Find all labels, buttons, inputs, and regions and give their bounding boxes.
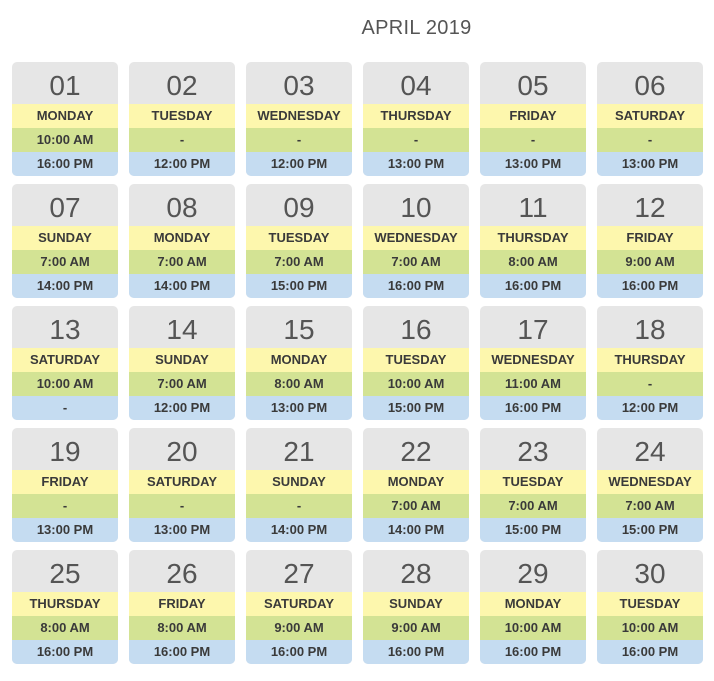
end-time: 12:00 PM bbox=[246, 152, 352, 176]
end-time: 12:00 PM bbox=[129, 152, 235, 176]
start-time: 9:00 AM bbox=[597, 250, 703, 274]
day-number: 30 bbox=[634, 558, 666, 589]
start-time: 10:00 AM bbox=[363, 372, 469, 396]
day-card bbox=[480, 550, 586, 664]
start-time: 7:00 AM bbox=[129, 372, 235, 396]
day-number: 18 bbox=[634, 314, 666, 345]
weekday-label: SATURDAY bbox=[597, 104, 703, 128]
start-time: 7:00 AM bbox=[363, 250, 469, 274]
day-number: 12 bbox=[634, 192, 666, 223]
end-time: 14:00 PM bbox=[363, 518, 469, 542]
start-time: 7:00 AM bbox=[129, 250, 235, 274]
weekday-label: TUESDAY bbox=[480, 470, 586, 494]
weekday-label: THURSDAY bbox=[12, 592, 118, 616]
start-time: - bbox=[597, 128, 703, 152]
start-time: 8:00 AM bbox=[129, 616, 235, 640]
end-time: 14:00 PM bbox=[246, 518, 352, 542]
day-card bbox=[246, 306, 352, 420]
start-time: 8:00 AM bbox=[12, 616, 118, 640]
day-number: 03 bbox=[283, 70, 315, 101]
weekday-label: THURSDAY bbox=[480, 226, 586, 250]
start-time: 10:00 AM bbox=[480, 616, 586, 640]
day-card bbox=[480, 428, 586, 542]
start-time: 7:00 AM bbox=[480, 494, 586, 518]
day-card bbox=[12, 550, 118, 664]
weekday-label: TUESDAY bbox=[363, 348, 469, 372]
end-time: 12:00 PM bbox=[597, 396, 703, 420]
weekday-label: WEDNESDAY bbox=[363, 226, 469, 250]
end-time: 13:00 PM bbox=[597, 152, 703, 176]
end-time: 16:00 PM bbox=[597, 274, 703, 298]
weekday-label: SATURDAY bbox=[129, 470, 235, 494]
day-number: 19 bbox=[49, 436, 81, 467]
day-number: 05 bbox=[517, 70, 549, 101]
end-time: 13:00 PM bbox=[480, 152, 586, 176]
weekday-label: MONDAY bbox=[480, 592, 586, 616]
day-number: 29 bbox=[517, 558, 549, 589]
weekday-label: FRIDAY bbox=[129, 592, 235, 616]
day-card bbox=[246, 62, 352, 176]
start-time: - bbox=[246, 128, 352, 152]
day-number: 13 bbox=[49, 314, 81, 345]
day-card bbox=[363, 428, 469, 542]
end-time: 16:00 PM bbox=[246, 640, 352, 664]
weekday-label: SUNDAY bbox=[363, 592, 469, 616]
day-number: 02 bbox=[166, 70, 198, 101]
weekday-label: FRIDAY bbox=[12, 470, 118, 494]
day-number: 22 bbox=[400, 436, 432, 467]
day-number: 04 bbox=[400, 70, 432, 101]
day-number: 10 bbox=[400, 192, 432, 223]
day-number: 24 bbox=[634, 436, 666, 467]
day-card bbox=[129, 184, 235, 298]
start-time: 8:00 AM bbox=[480, 250, 586, 274]
day-card bbox=[597, 428, 703, 542]
weekday-label: FRIDAY bbox=[597, 226, 703, 250]
start-time: 7:00 AM bbox=[597, 494, 703, 518]
day-card bbox=[12, 428, 118, 542]
day-card bbox=[480, 184, 586, 298]
weekday-label: TUESDAY bbox=[246, 226, 352, 250]
weekday-label: SUNDAY bbox=[129, 348, 235, 372]
day-card bbox=[480, 306, 586, 420]
weekday-label: MONDAY bbox=[363, 470, 469, 494]
end-time: 15:00 PM bbox=[480, 518, 586, 542]
weekday-label: TUESDAY bbox=[597, 592, 703, 616]
day-card bbox=[597, 306, 703, 420]
end-time: 16:00 PM bbox=[480, 274, 586, 298]
end-time: 14:00 PM bbox=[12, 274, 118, 298]
start-time: 9:00 AM bbox=[246, 616, 352, 640]
end-time: 15:00 PM bbox=[363, 396, 469, 420]
calendar-title: APRIL 2019 bbox=[361, 17, 472, 39]
start-time: 10:00 AM bbox=[12, 128, 118, 152]
end-time: - bbox=[12, 396, 118, 420]
weekday-label: WEDNESDAY bbox=[246, 104, 352, 128]
end-time: 13:00 PM bbox=[129, 518, 235, 542]
end-time: 15:00 PM bbox=[597, 518, 703, 542]
end-time: 13:00 PM bbox=[246, 396, 352, 420]
day-card bbox=[363, 62, 469, 176]
day-card bbox=[129, 62, 235, 176]
day-number: 06 bbox=[634, 70, 666, 101]
start-time: 11:00 AM bbox=[480, 372, 586, 396]
day-number: 26 bbox=[166, 558, 198, 589]
end-time: 16:00 PM bbox=[480, 396, 586, 420]
start-time: 8:00 AM bbox=[246, 372, 352, 396]
day-number: 08 bbox=[166, 192, 198, 223]
day-number: 28 bbox=[400, 558, 432, 589]
end-time: 12:00 PM bbox=[129, 396, 235, 420]
weekday-label: SUNDAY bbox=[246, 470, 352, 494]
weekday-label: SATURDAY bbox=[246, 592, 352, 616]
day-card bbox=[246, 184, 352, 298]
weekday-label: THURSDAY bbox=[597, 348, 703, 372]
end-time: 13:00 PM bbox=[363, 152, 469, 176]
day-number: 27 bbox=[283, 558, 315, 589]
day-card bbox=[129, 306, 235, 420]
day-number: 21 bbox=[283, 436, 315, 467]
day-card bbox=[129, 550, 235, 664]
day-number: 17 bbox=[517, 314, 549, 345]
day-card bbox=[12, 62, 118, 176]
start-time: - bbox=[597, 372, 703, 396]
weekday-label: WEDNESDAY bbox=[480, 348, 586, 372]
end-time: 14:00 PM bbox=[129, 274, 235, 298]
start-time: 7:00 AM bbox=[246, 250, 352, 274]
weekday-label: SUNDAY bbox=[12, 226, 118, 250]
day-card bbox=[597, 184, 703, 298]
weekday-label: WEDNESDAY bbox=[597, 470, 703, 494]
end-time: 13:00 PM bbox=[12, 518, 118, 542]
end-time: 16:00 PM bbox=[480, 640, 586, 664]
day-number: 16 bbox=[400, 314, 432, 345]
day-number: 11 bbox=[518, 192, 548, 223]
end-time: 16:00 PM bbox=[363, 274, 469, 298]
day-card bbox=[597, 550, 703, 664]
day-card bbox=[597, 62, 703, 176]
start-time: - bbox=[246, 494, 352, 518]
end-time: 16:00 PM bbox=[129, 640, 235, 664]
start-time: 10:00 AM bbox=[12, 372, 118, 396]
weekday-label: THURSDAY bbox=[363, 104, 469, 128]
day-number: 14 bbox=[166, 314, 198, 345]
day-number: 07 bbox=[49, 192, 81, 223]
day-number: 09 bbox=[283, 192, 315, 223]
day-number: 20 bbox=[166, 436, 198, 467]
calendar-grid bbox=[12, 62, 703, 664]
day-number: 01 bbox=[49, 70, 81, 101]
end-time: 16:00 PM bbox=[12, 152, 118, 176]
day-card bbox=[363, 306, 469, 420]
day-card bbox=[246, 428, 352, 542]
weekday-label: MONDAY bbox=[12, 104, 118, 128]
day-number: 15 bbox=[283, 314, 315, 345]
day-card bbox=[12, 306, 118, 420]
end-time: 15:00 PM bbox=[246, 274, 352, 298]
start-time: 7:00 AM bbox=[12, 250, 118, 274]
start-time: - bbox=[129, 128, 235, 152]
end-time: 16:00 PM bbox=[363, 640, 469, 664]
start-time: - bbox=[480, 128, 586, 152]
day-card bbox=[363, 184, 469, 298]
start-time: 7:00 AM bbox=[363, 494, 469, 518]
day-card bbox=[480, 62, 586, 176]
start-time: - bbox=[363, 128, 469, 152]
weekday-label: MONDAY bbox=[129, 226, 235, 250]
start-time: 10:00 AM bbox=[597, 616, 703, 640]
day-card bbox=[12, 184, 118, 298]
day-card bbox=[246, 550, 352, 664]
weekday-label: MONDAY bbox=[246, 348, 352, 372]
end-time: 16:00 PM bbox=[12, 640, 118, 664]
start-time: - bbox=[12, 494, 118, 518]
day-number: 25 bbox=[49, 558, 81, 589]
day-card bbox=[363, 550, 469, 664]
day-number: 23 bbox=[517, 436, 549, 467]
day-card bbox=[129, 428, 235, 542]
weekday-label: TUESDAY bbox=[129, 104, 235, 128]
start-time: - bbox=[129, 494, 235, 518]
weekday-label: FRIDAY bbox=[480, 104, 586, 128]
start-time: 9:00 AM bbox=[363, 616, 469, 640]
weekday-label: SATURDAY bbox=[12, 348, 118, 372]
end-time: 16:00 PM bbox=[597, 640, 703, 664]
